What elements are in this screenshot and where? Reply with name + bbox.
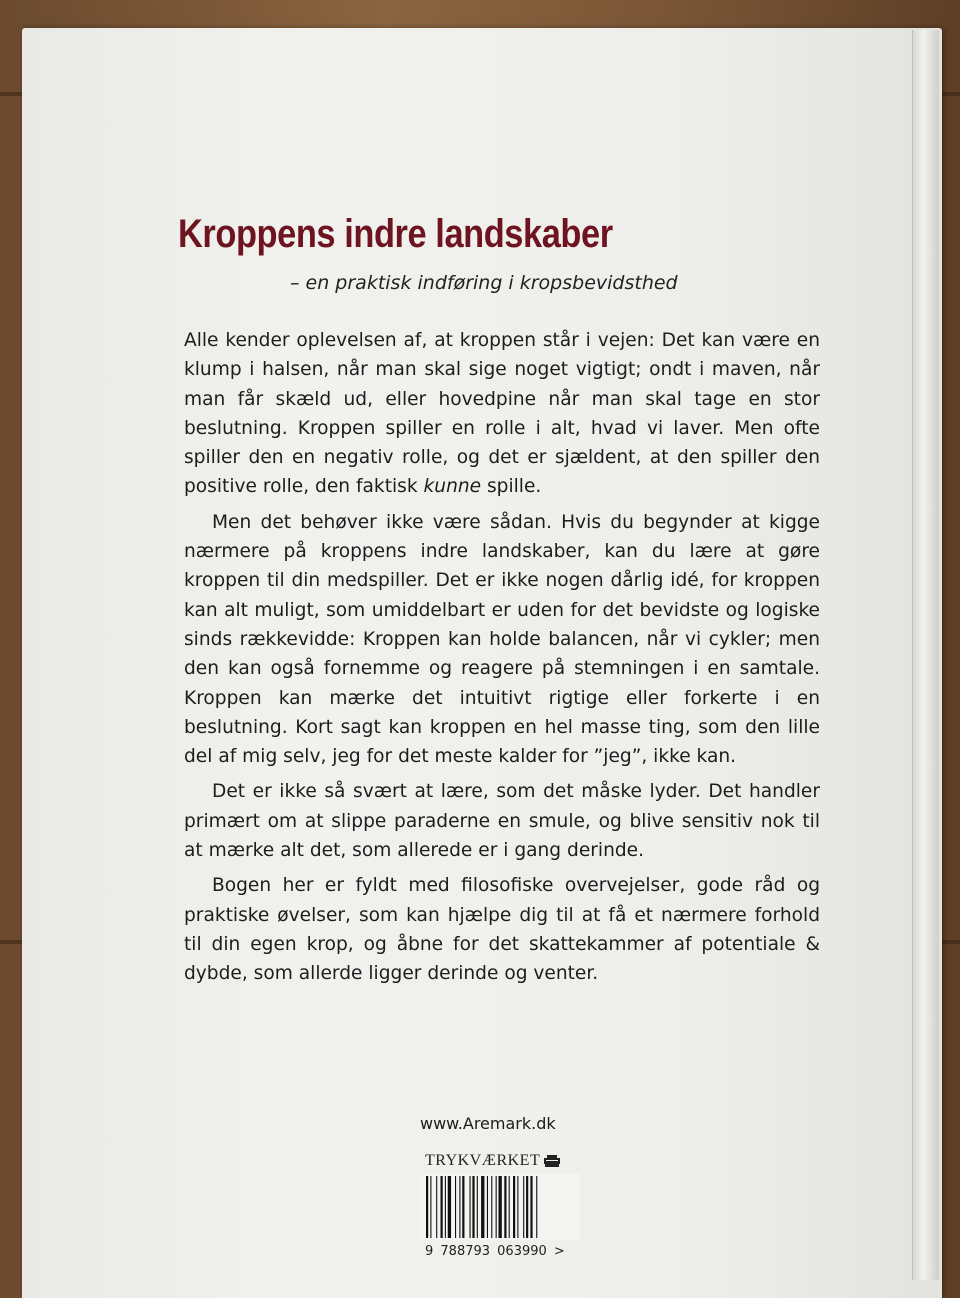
blurb-paragraph-2: Men det behøver ikke være sådan. Hvis du begynder at kigge nærmere på kroppens indre landskaber, kan du lære at gøre kroppen til din medspiller. Det er ikke nogen dårlig idé, for kroppen kan alt muligt, som umiddelbart er uden for det bevidste og logiske sinds rækkevidde: Kroppen kan holde balancen, når vi cykler; men den kan også fornemme og reagere på stemningen i en samtale. Kroppen kan mærke det intuitivt rigtige eller forkerte i en beslutning. Kort sagt kan kroppen en hel masse ting, som den lille del af mig selv, jeg for det meste kalder for ”jeg”, ikke kan. [184, 511, 820, 768]
isbn-number: 9 788793 063990 > [425, 1244, 565, 1259]
typewriter-icon [544, 1155, 560, 1167]
isbn-barcode [420, 1174, 580, 1240]
book-title: Kroppens indre landskaber [178, 212, 613, 256]
book-page-edge [912, 30, 939, 1280]
publisher-website: www.Aremark.dk [420, 1114, 556, 1133]
blurb-paragraph-3: Det er ikke så svært at lære, som det måske lyder. Det handler primært om at slippe paraderne en smule, og blive sensitiv nok til at mærke alt det, som allerede er i gang derinde. [184, 781, 820, 862]
blurb [184, 326, 820, 995]
blurb-paragraph-4: Bogen her er fyldt med filosofiske overvejelser, gode råd og praktiske øvelser, som kan hjælpe dig til at få et nærmere forhold til din egen krop, og åbne for det skattekammer af potentiale & dybde, som allerde ligger derinde og venter. [184, 875, 820, 985]
printer-name: TRYKVÆRKET [425, 1152, 541, 1169]
book-subtitle: – en praktisk indføring i kropsbevidsthed [290, 272, 678, 294]
blurb-paragraph-1: Alle kender oplevelsen af, at kroppen står i vejen: Det kan være en klump i halsen, når man skal sige noget vigtigt; ondt i maven, når man får skæld ud, eller hovedpine når man skal tage en stor beslutning. Kroppen spiller en rolle i alt, hvad vi laver. Men ofte spiller den en negativ rolle, og det er sjældent, at den spiller den positive rolle, den faktisk kunne spille. [184, 330, 820, 498]
printer-logo [425, 1152, 560, 1170]
